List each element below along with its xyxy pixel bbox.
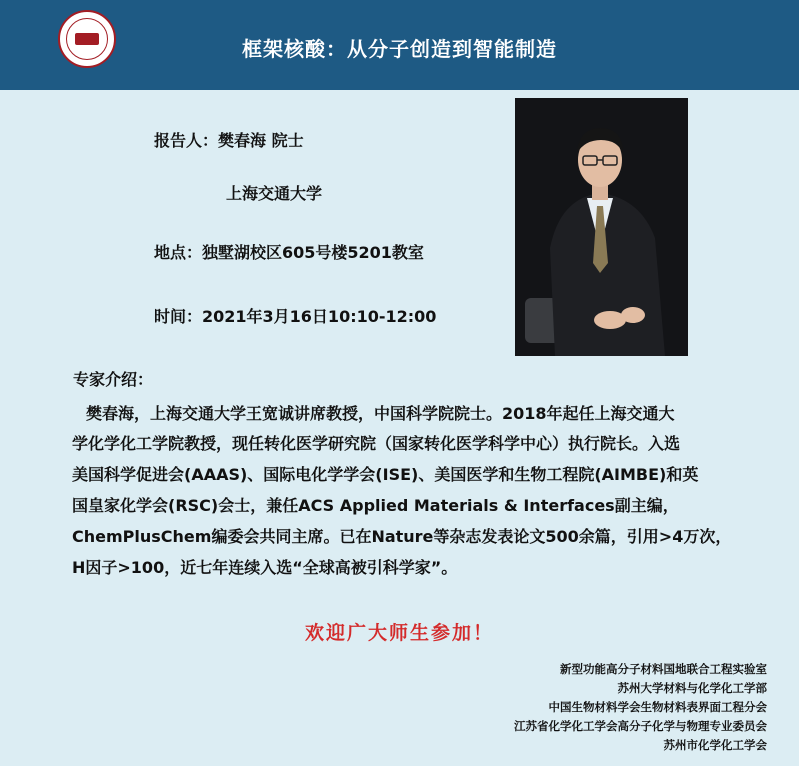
speaker-line: 报告人：樊春海 院士 (154, 131, 304, 150)
page-title: 框架核酸：从分子创造到智能制造 (242, 37, 557, 61)
organizer-line: 中国生物材料学会生物材料表界面工程分会 (548, 700, 767, 714)
bio-line: 美国科学促进会(AAAS)、国际电化学学会(ISE)、美国医学和生物工程院(AIMBE)和英 (72, 465, 699, 484)
welcome-message: 欢迎广大师生参加！ (304, 622, 494, 644)
bio-line: 国皇家化学会(RSC)会士，兼任ACS Applied Materials & Interfaces副主编， (72, 496, 679, 515)
organizer-line: 新型功能高分子材料国地联合工程实验室 (560, 662, 767, 676)
time-line: 时间：2021年3月16日10:10-12:00 (154, 307, 437, 326)
bio-heading: 专家介绍： (73, 370, 154, 389)
header-bar (0, 0, 799, 90)
organizer-line: 苏州大学材料与化学化工学部 (617, 681, 767, 695)
location-line: 地点：独墅湖校区605号楼5201教室 (154, 243, 424, 262)
speaker-portrait-illustration (515, 98, 688, 356)
speaker-photo (515, 98, 688, 356)
bio-line: 樊春海，上海交通大学王宽诚讲席教授，中国科学院院士。2018年起任上海交通大 (86, 404, 675, 423)
bio-line: H因子>100，近七年连续入选“全球高被引科学家”。 (72, 558, 458, 577)
organizer-line: 苏州市化学化工学会 (663, 738, 767, 752)
affiliation-line: 上海交通大学 (226, 184, 323, 203)
bio-line: ChemPlusChem编委会共同主席。已在Nature等杂志发表论文500余篇，引用>4万次， (72, 527, 732, 546)
organizer-line: 江苏省化学化工学会高分子化学与物理专业委员会 (514, 719, 767, 733)
bio-line: 学化学化工学院教授，现任转化医学研究院（国家转化医学科学中心）执行院长。入选 (72, 434, 681, 453)
